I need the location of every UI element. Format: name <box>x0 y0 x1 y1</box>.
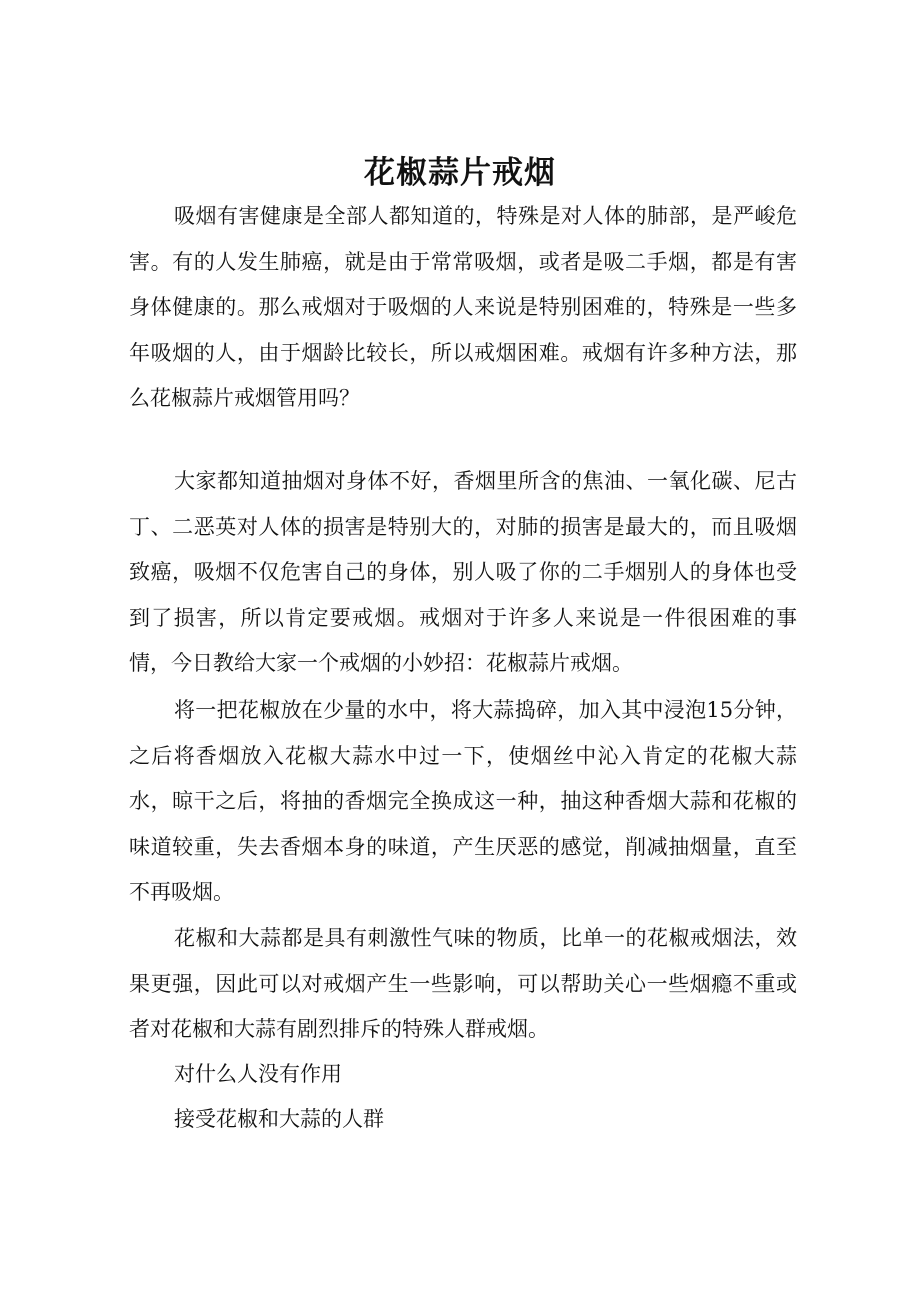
paragraph-target-group: 接受花椒和大蒜的人群 <box>174 1107 384 1131</box>
paragraph-intro: 吸烟有害健康是全部人都知道的，特殊是对人体的肺部，是严峻危害。有的人发生肺癌，就是由于常常吸烟，或者是吸二手烟，都是有害身体健康的。那么戒烟对于吸烟的人来说是特别困难的，特殊是一些多年吸烟的人，由于烟龄比较长，所以戒烟困难。戒烟有许多种方法，那么花椒蒜片戒烟管用吗？ <box>129 204 797 410</box>
paragraph-harm: 大家都知道抽烟对身体不好，香烟里所含的焦油、一氧化碳、尼古丁、二恶英对人体的损害是特别大的，对肺的损害是最大的，而且吸烟致癌，吸烟不仅危害自己的身体，别人吸了你的二手烟别人的身体也受到了损害，所以肯定要戒烟。戒烟对于许多人来说是一件很困难的事情，今日教给大家一个戒烟的小妙招：花椒蒜片戒烟。 <box>129 469 797 675</box>
paragraph-method: 将一把花椒放在少量的水中，将大蒜捣碎，加入其中浸泡15分钟，之后将香烟放入花椒大蒜水中过一下，使烟丝中沁入肯定的花椒大蒜水，晾干之后，将抽的香烟完全换成这一种，抽这种香烟大蒜和花椒的味道较重，失去香烟本身的味道，产生厌恶的感觉，削减抽烟量，直至不再吸烟。 <box>129 698 797 904</box>
document-title: 花椒蒜片戒烟 <box>364 154 556 191</box>
paragraph-subheading: 对什么人没有作用 <box>174 1062 342 1086</box>
paragraph-effect: 花椒和大蒜都是具有刺激性气味的物质，比单一的花椒戒烟法，效果更强，因此可以对戒烟产生一些影响，可以帮助关心一些烟瘾不重或者对花椒和大蒜有剧烈排斥的特殊人群戒烟。 <box>129 926 797 1041</box>
